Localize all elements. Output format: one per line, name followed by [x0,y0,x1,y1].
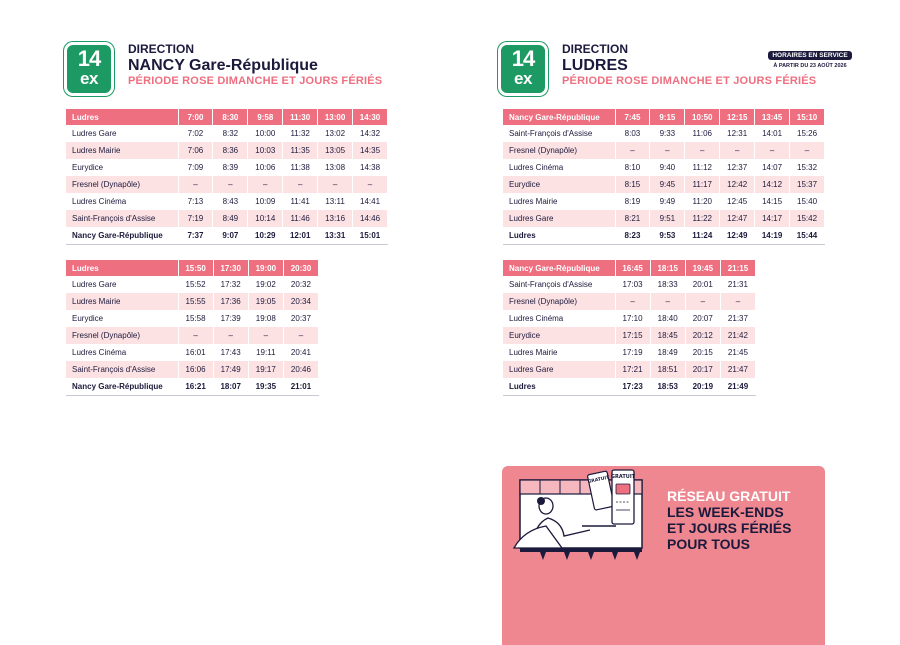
stop-time: 9:49 [650,193,685,210]
stop-time: 12:47 [720,210,755,227]
stop-time: 21:37 [720,310,755,327]
stop-time: 12:31 [720,125,755,142]
timetable-right-morning [503,109,825,245]
period-label: PÉRIODE ROSE DIMANCHE ET JOURS FÉRIÉS [562,75,817,87]
stop-time: 11:24 [685,227,720,245]
stop-time: – [248,327,283,344]
table-row [503,227,825,245]
stop-time: 17:32 [213,276,248,293]
stop-time: – [755,142,790,159]
stop-time: 14:41 [353,193,388,210]
stop-time: 14:19 [755,227,790,245]
stop-time: 18:51 [650,361,685,378]
stop-time: 11:20 [685,193,720,210]
stop-time: 8:39 [213,159,248,176]
stop-time: 10:03 [248,142,283,159]
stop-time: 8:23 [615,227,650,245]
stop-time: 21:47 [720,361,755,378]
stop-time: 20:34 [283,293,318,310]
stop-name: Ludres Gare [66,276,178,293]
ticket-label: GRATUIT [610,474,636,480]
stop-time: 7:09 [178,159,213,176]
stop-name: Saint-François d'Assise [503,125,615,142]
stop-time: – [213,176,248,193]
table-row [503,193,825,210]
stop-time: – [720,142,755,159]
stop-time: 17:39 [213,310,248,327]
stop-time: 7:06 [178,142,213,159]
service-notice-date: À PARTIR DU 23 AOÛT 2026 [773,63,847,69]
departure-time-header: 20:30 [283,260,318,276]
departure-time-header: 21:15 [720,260,755,276]
departure-time-header: 16:45 [615,260,650,276]
stop-name: Ludres Mairie [66,293,178,310]
stop-time: 14:12 [755,176,790,193]
stop-time: 17:10 [615,310,650,327]
stop-time: 11:46 [283,210,318,227]
stop-time: 18:07 [213,378,248,396]
table-row [66,210,388,227]
service-notice-label: HORAIRES EN SERVICE [768,51,851,60]
stop-time: 17:15 [615,327,650,344]
direction-destination: NANCY Gare-République [128,57,318,74]
stop-time: 18:33 [650,276,685,293]
stop-time: 17:49 [213,361,248,378]
stop-time: 15:01 [353,227,388,245]
departure-time-header: 14:30 [353,109,388,125]
stop-name: Nancy Gare-République [66,227,178,245]
origin-stop-header: Nancy Gare-République [503,109,615,125]
stop-time: 20:37 [283,310,318,327]
stop-time: 15:52 [178,276,213,293]
stop-time: 16:21 [178,378,213,396]
stop-time: 11:17 [685,176,720,193]
stop-time: 16:01 [178,344,213,361]
stop-time: 13:31 [318,227,353,245]
stop-time: 19:17 [248,361,283,378]
table-row [66,227,388,245]
cinema-illustration [512,466,662,576]
stop-time: 9:45 [650,176,685,193]
stop-time: 20:41 [283,344,318,361]
stop-time: 19:35 [248,378,283,396]
stop-time: 21:49 [720,378,755,396]
stop-time: 8:15 [615,176,650,193]
table-row [503,344,756,361]
stop-time: 13:16 [318,210,353,227]
stop-name: Fresnel (Dynapôle) [503,293,615,310]
stop-time: 8:10 [615,159,650,176]
stop-time: 15:32 [790,159,825,176]
departure-time-header: 9:15 [650,109,685,125]
stop-time: 18:49 [650,344,685,361]
timetable-header-row [503,260,756,276]
table-row [66,125,388,142]
promo-panel [502,466,825,645]
stop-time: 17:23 [615,378,650,396]
stop-time: 14:38 [353,159,388,176]
stop-time: 14:17 [755,210,790,227]
table-row [503,378,756,396]
stop-time: 11:22 [685,210,720,227]
line-suffix: ex [80,69,98,88]
stop-time: 17:36 [213,293,248,310]
origin-stop-header: Nancy Gare-République [503,260,615,276]
stop-time: 12:49 [720,227,755,245]
direction-label: DIRECTION [128,42,194,56]
line-suffix: ex [514,69,532,88]
stop-name: Fresnel (Dynapôle) [66,327,178,344]
stop-time: 19:05 [248,293,283,310]
timetable-right-afternoon [503,260,756,396]
stop-time: 20:19 [685,378,720,396]
stop-time: 18:53 [650,378,685,396]
table-row [66,142,388,159]
stop-name: Eurydice [66,159,178,176]
stop-name: Ludres Gare [503,361,615,378]
stop-time: 8:21 [615,210,650,227]
stop-time: 20:12 [685,327,720,344]
stop-time: – [650,142,685,159]
stop-time: 18:45 [650,327,685,344]
stop-time: 11:32 [283,125,318,142]
table-row [66,361,319,378]
stop-time: 13:11 [318,193,353,210]
table-row [503,293,756,310]
stop-time: 10:00 [248,125,283,142]
departure-time-header: 11:30 [283,109,318,125]
stop-time: 21:01 [283,378,318,396]
stop-time: 21:42 [720,327,755,344]
stop-time: 12:37 [720,159,755,176]
stop-time: 10:06 [248,159,283,176]
stop-time: – [790,142,825,159]
stop-name: Eurydice [66,310,178,327]
stop-time: 10:09 [248,193,283,210]
direction-label: DIRECTION [562,42,628,56]
promo-text [667,488,791,552]
period-label: PÉRIODE ROSE DIMANCHE ET JOURS FÉRIÉS [128,75,383,87]
stop-time: – [283,327,318,344]
stop-time: – [615,142,650,159]
stop-time: 7:02 [178,125,213,142]
stop-time: 14:46 [353,210,388,227]
stop-time: 11:12 [685,159,720,176]
stop-name: Ludres Cinéma [66,193,178,210]
stop-time: 9:53 [650,227,685,245]
departure-time-header: 8:30 [213,109,248,125]
stop-time: 17:19 [615,344,650,361]
stop-name: Ludres Gare [66,125,178,142]
stop-time: 19:08 [248,310,283,327]
stop-time: 14:01 [755,125,790,142]
promo-line-3: ET JOURS FÉRIÉS [667,520,792,536]
departure-time-header: 10:50 [685,109,720,125]
stop-time: 7:13 [178,193,213,210]
stop-time: – [685,293,720,310]
departure-time-header: 7:45 [615,109,650,125]
stop-time: 14:32 [353,125,388,142]
stop-time: 19:02 [248,276,283,293]
table-row [66,276,319,293]
table-row [503,210,825,227]
table-row [66,159,388,176]
timetable-header-row [66,260,319,276]
stop-name: Ludres Cinéma [503,310,615,327]
stop-time: 14:35 [353,142,388,159]
promo-line-4: POUR TOUS [667,536,750,552]
stop-time: 8:32 [213,125,248,142]
stop-name: Ludres Gare [503,210,615,227]
stop-time: 12:45 [720,193,755,210]
table-row [503,361,756,378]
stop-time: 11:06 [685,125,720,142]
stop-time: – [615,293,650,310]
stop-name: Ludres [503,378,615,396]
stop-time: 21:45 [720,344,755,361]
stop-name: Ludres Mairie [66,142,178,159]
stop-time: – [248,176,283,193]
table-row [503,176,825,193]
line-number: 14 [77,46,101,71]
departure-time-header: 19:45 [685,260,720,276]
stop-time: 8:19 [615,193,650,210]
stop-name: Nancy Gare-République [66,378,178,396]
stop-time: 15:40 [790,193,825,210]
stop-time: 9:07 [213,227,248,245]
stop-time: 12:42 [720,176,755,193]
stop-time: 8:43 [213,193,248,210]
table-row [66,193,388,210]
table-row [503,125,825,142]
stop-name: Ludres [503,227,615,245]
stop-time: 11:35 [283,142,318,159]
stop-time: 18:40 [650,310,685,327]
timetable-left-afternoon [66,260,319,396]
stop-time: 7:37 [178,227,213,245]
stop-time: 9:51 [650,210,685,227]
stop-time: – [650,293,685,310]
stop-time: – [213,327,248,344]
table-row [503,327,756,344]
stop-time: 15:42 [790,210,825,227]
table-row [503,276,756,293]
stop-time: 8:49 [213,210,248,227]
stop-time: 12:01 [283,227,318,245]
ticket-label: GRATUIT [587,475,610,485]
stop-time: 15:44 [790,227,825,245]
stop-time: 17:03 [615,276,650,293]
table-row [66,176,388,193]
stop-time: 20:07 [685,310,720,327]
departure-time-header: 13:00 [318,109,353,125]
stop-time: 16:06 [178,361,213,378]
stop-time: 21:31 [720,276,755,293]
stop-name: Ludres Cinéma [503,159,615,176]
table-row [503,310,756,327]
stop-time: 17:21 [615,361,650,378]
stop-name: Fresnel (Dynapôle) [66,176,178,193]
stop-time: 14:15 [755,193,790,210]
departure-time-header: 7:00 [178,109,213,125]
promo-line-1: RÉSEAU GRATUIT [667,488,791,504]
stop-time: – [178,327,213,344]
departure-time-header: 15:10 [790,109,825,125]
stop-time: 8:03 [615,125,650,142]
stop-time: 13:08 [318,159,353,176]
timetable-left-morning [66,109,388,245]
line-badge [64,42,114,96]
stop-time: 9:33 [650,125,685,142]
stop-time: – [178,176,213,193]
stop-time: 19:11 [248,344,283,361]
stop-time: 9:40 [650,159,685,176]
departure-time-header: 18:15 [650,260,685,276]
stop-name: Ludres Mairie [503,193,615,210]
timetable-header-row [66,109,388,125]
stop-time: 15:37 [790,176,825,193]
stop-time: – [318,176,353,193]
stop-time: 15:58 [178,310,213,327]
stop-time: 20:32 [283,276,318,293]
stop-time: 14:07 [755,159,790,176]
stop-time: 20:46 [283,361,318,378]
stop-time: 20:17 [685,361,720,378]
line-number: 14 [511,46,535,71]
stop-name: Saint-François d'Assise [503,276,615,293]
stop-name: Eurydice [503,327,615,344]
stop-time: 13:02 [318,125,353,142]
table-row [66,327,319,344]
stop-time: – [353,176,388,193]
table-row [503,159,825,176]
table-row [503,142,825,159]
stop-time: 15:26 [790,125,825,142]
stop-time: – [720,293,755,310]
table-row [66,344,319,361]
stop-time: 20:15 [685,344,720,361]
origin-stop-header: Ludres [66,260,178,276]
stop-time: 20:01 [685,276,720,293]
stop-name: Ludres Mairie [503,344,615,361]
departure-time-header: 9:58 [248,109,283,125]
departure-time-header: 12:15 [720,109,755,125]
direction-destination: LUDRES [562,57,628,74]
departure-time-header: 15:50 [178,260,213,276]
stop-name: Saint-François d'Assise [66,210,178,227]
timetable-header-row [503,109,825,125]
stop-time: – [283,176,318,193]
stop-name: Ludres Cinéma [66,344,178,361]
table-row [66,310,319,327]
stop-time: 13:05 [318,142,353,159]
promo-line-2: LES WEEK-ENDS [667,504,784,520]
stop-time: 10:29 [248,227,283,245]
table-row [66,378,319,396]
stop-time: 15:55 [178,293,213,310]
origin-stop-header: Ludres [66,109,178,125]
departure-time-header: 17:30 [213,260,248,276]
left-direction-header [64,42,424,102]
stop-time: – [685,142,720,159]
stop-time: 11:41 [283,193,318,210]
departure-time-header: 19:00 [248,260,283,276]
stop-name: Eurydice [503,176,615,193]
stop-time: 7:19 [178,210,213,227]
departure-time-header: 13:45 [755,109,790,125]
line-badge [498,42,548,96]
stop-time: 17:43 [213,344,248,361]
stop-name: Saint-François d'Assise [66,361,178,378]
stop-time: 10:14 [248,210,283,227]
stop-name: Fresnel (Dynapôle) [503,142,615,159]
table-row [66,293,319,310]
stop-time: 11:38 [283,159,318,176]
service-notice [763,44,857,69]
stop-time: 8:36 [213,142,248,159]
